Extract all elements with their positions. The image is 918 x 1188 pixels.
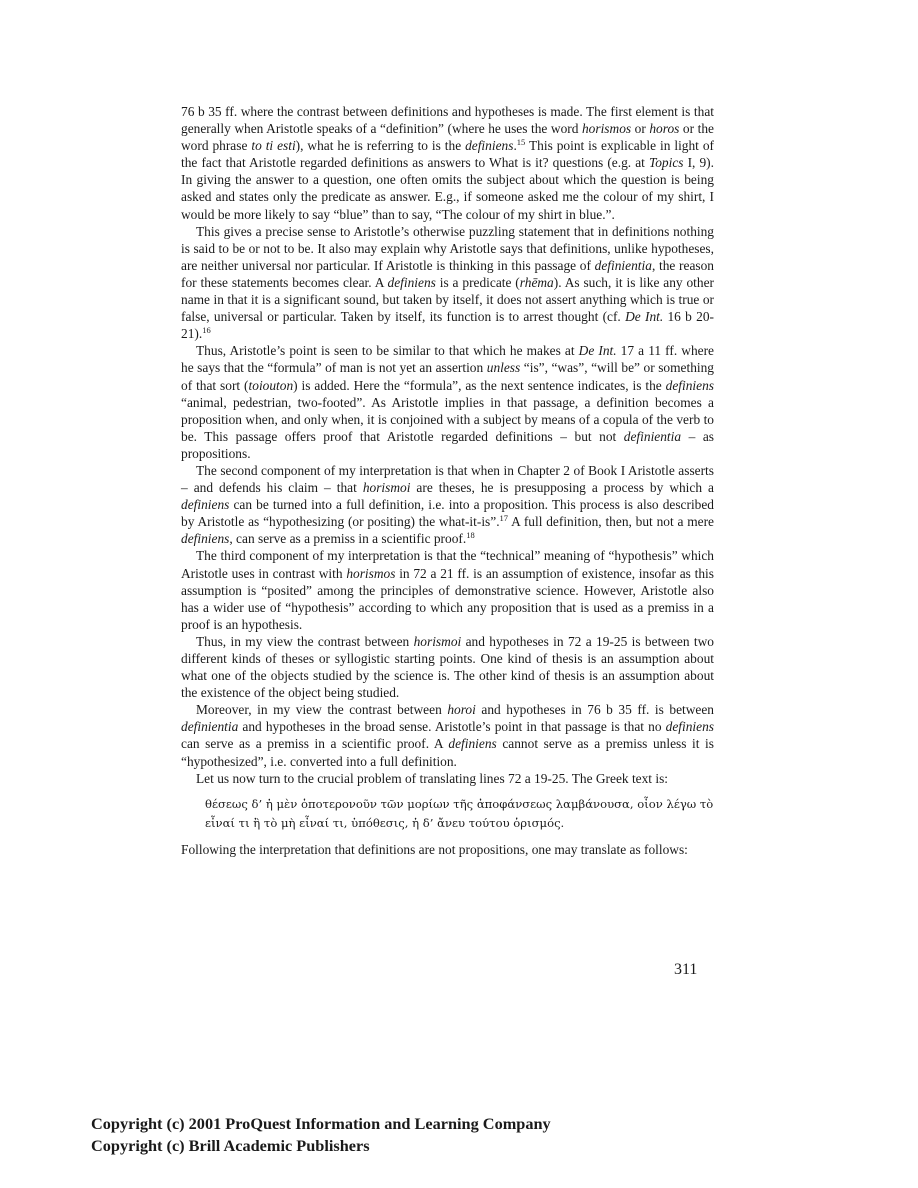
- paragraph-7: Moreover, in my view the contrast between horoi and hypotheses in 76 b 35 ff. is between definientia and hypotheses in the broad sense. Aristotle’s point in that passage is that no definiens can serve as a premiss in a scientific proof. A definiens cannot serve as a premiss unless it is “hypothesized”, i.e. converted into a full definition.: [181, 702, 714, 769]
- italic-term: Topics: [649, 155, 684, 171]
- italic-term: horismoi: [362, 480, 411, 496]
- footnote-ref: 18: [466, 530, 475, 541]
- copyright-notice: [91, 1113, 551, 1157]
- paragraph-1: 76 b 35 ff. where the contrast between definitions and hypotheses is made. The first element is that generally when Aristotle speaks of a “definition” (where he uses the word horismos or horos or the word phrase to ti esti), what he is referring to is the definiens.$^{15}$ This point is explicable in light of the fact that Aristotle regarded definitions as answers to What is it? questions (e.g. at Topics I, 9). In giving the answer to a question, one often omits the subject about which the question is being asked and states only the predicate as answer. E.g., if someone asked me the colour of my shirt, I would be more likely to say “blue” than to say, “The colour of my shirt in blue.”.: [181, 104, 714, 222]
- copyright-line-1: Copyright (c) 2001 ProQuest Information and Learning Company: [91, 1114, 551, 1133]
- italic-term: definientia: [594, 257, 652, 273]
- footnote-ref: 17: [499, 513, 509, 524]
- italic-term: definiens: [465, 138, 514, 154]
- italic-term: horos: [649, 121, 680, 137]
- italic-term: definiens: [665, 719, 714, 735]
- italic-term: De Int.: [578, 343, 617, 359]
- copyright-line-2: Copyright (c) Brill Academic Publishers: [91, 1136, 370, 1155]
- italic-term: definiens: [181, 497, 230, 513]
- paragraph-2: This gives a precise sense to Aristotle’s otherwise puzzling statement that in definitions nothing is said to be or not to be. It also may explain why Aristotle says that definitions, unlike hypotheses, are neither universal nor particular. If Aristotle is thinking in this passage of definientia, the reason for these statements becomes clear. A definiens is a predicate (rhēma). As such, it is like any other name in that it is a significant sound, but taken by itself, it does not assert anything which is true or false, universal or particular. Taken by itself, its function is to arrest thought (cf. De Int. 16 b 20-21).$^{16}$: [181, 223, 714, 342]
- greek-line-2: εἶναί τι ἢ τὸ μὴ εἶναί τι, ὑπόθεσις, ἡ δ’ ἄνευ τούτου ὁρισμός.: [205, 815, 565, 830]
- italic-term: toiouton: [248, 377, 294, 393]
- italic-term: definiens: [387, 274, 436, 290]
- paragraph-3: Thus, Aristotle’s point is seen to be similar to that which he makes at De Int. 17 a 11 ff. where he says that the “formula” of man is not yet an assertion unless “is”, “was”, “will be” or something of that sort (toiouton) is added. Here the “formula”, as the next sentence indicates, is the definiens “animal, pedestrian, two-footed”. As Aristotle implies in that passage, a definition becomes a proposition when, and only when, it is conjoined with a subject by means of a copula of the verb to be. This passage offers proof that Aristotle regarded definitions – but not definientia – as propositions.: [181, 343, 715, 461]
- page-body: [181, 103, 714, 858]
- page-number: 311: [674, 961, 698, 978]
- italic-term: to ti esti: [251, 138, 296, 154]
- italic-term: horoi: [447, 702, 476, 718]
- italic-term: definiens: [448, 736, 497, 752]
- footnote-ref: 15: [516, 137, 526, 148]
- greek-quotation: [205, 795, 714, 833]
- italic-term: horismos: [581, 121, 632, 137]
- italic-term: De Int.: [625, 309, 664, 325]
- italic-term: definiens: [181, 531, 230, 547]
- italic-term: definientia: [623, 428, 682, 444]
- closing-paragraph: Following the interpretation that definitions are not propositions, one may translate as follows:: [181, 841, 688, 857]
- paragraph-8: Let us now turn to the crucial problem of translating lines 72 a 19-25. The Greek text is:: [196, 770, 669, 786]
- italic-term: rhēma: [519, 274, 554, 290]
- italic-term: unless: [486, 360, 521, 376]
- italic-term: definientia: [181, 719, 239, 735]
- greek-line-1: θέσεως δ’ ἡ μὲν ὁποτερονοῦν τῶν μορίων τῆς ἀποφάνσεως λαμβάνουσα, οἷον λέγω τὸ: [205, 796, 714, 811]
- italic-term: horismos: [346, 565, 396, 581]
- paragraph-4: The second component of my interpretation is that when in Chapter 2 of Book I Aristotle asserts – and defends his claim – that horismoi are theses, he is presupposing a process by which a definiens can be turned into a full definition, i.e. into a proposition. This process is also described by Aristotle as “hypothesizing (or positing) the what-it-is”.$^{17}$ A full definition, then, but not a mere definiens, can serve as a premiss in a scientific proof.$^{18}$: [181, 462, 714, 547]
- paragraph-5: The third component of my interpretation is that the “technical” meaning of “hypothesis” which Aristotle uses in contrast with horismos in 72 a 21 ff. is an assumption of existence, insofar as this assumption is “posited” among the principles of demonstrative science. However, Aristotle also has a wider use of “hypothesis” according to which any proposition that is used as a premiss in a proof is an hypothesis.: [181, 548, 714, 632]
- paragraph-6: Thus, in my view the contrast between horismoi and hypotheses in 72 a 19-25 is between two different kinds of theses or syllogistic starting points. One kind of thesis is an assumption about what one of the objects studied by the science is. The other kind of thesis is an assumption about the existence of the object being studied.: [181, 633, 714, 701]
- footnote-ref: 16: [202, 325, 211, 336]
- italic-term: horismoi: [413, 633, 462, 649]
- italic-term: definiens: [665, 377, 715, 393]
